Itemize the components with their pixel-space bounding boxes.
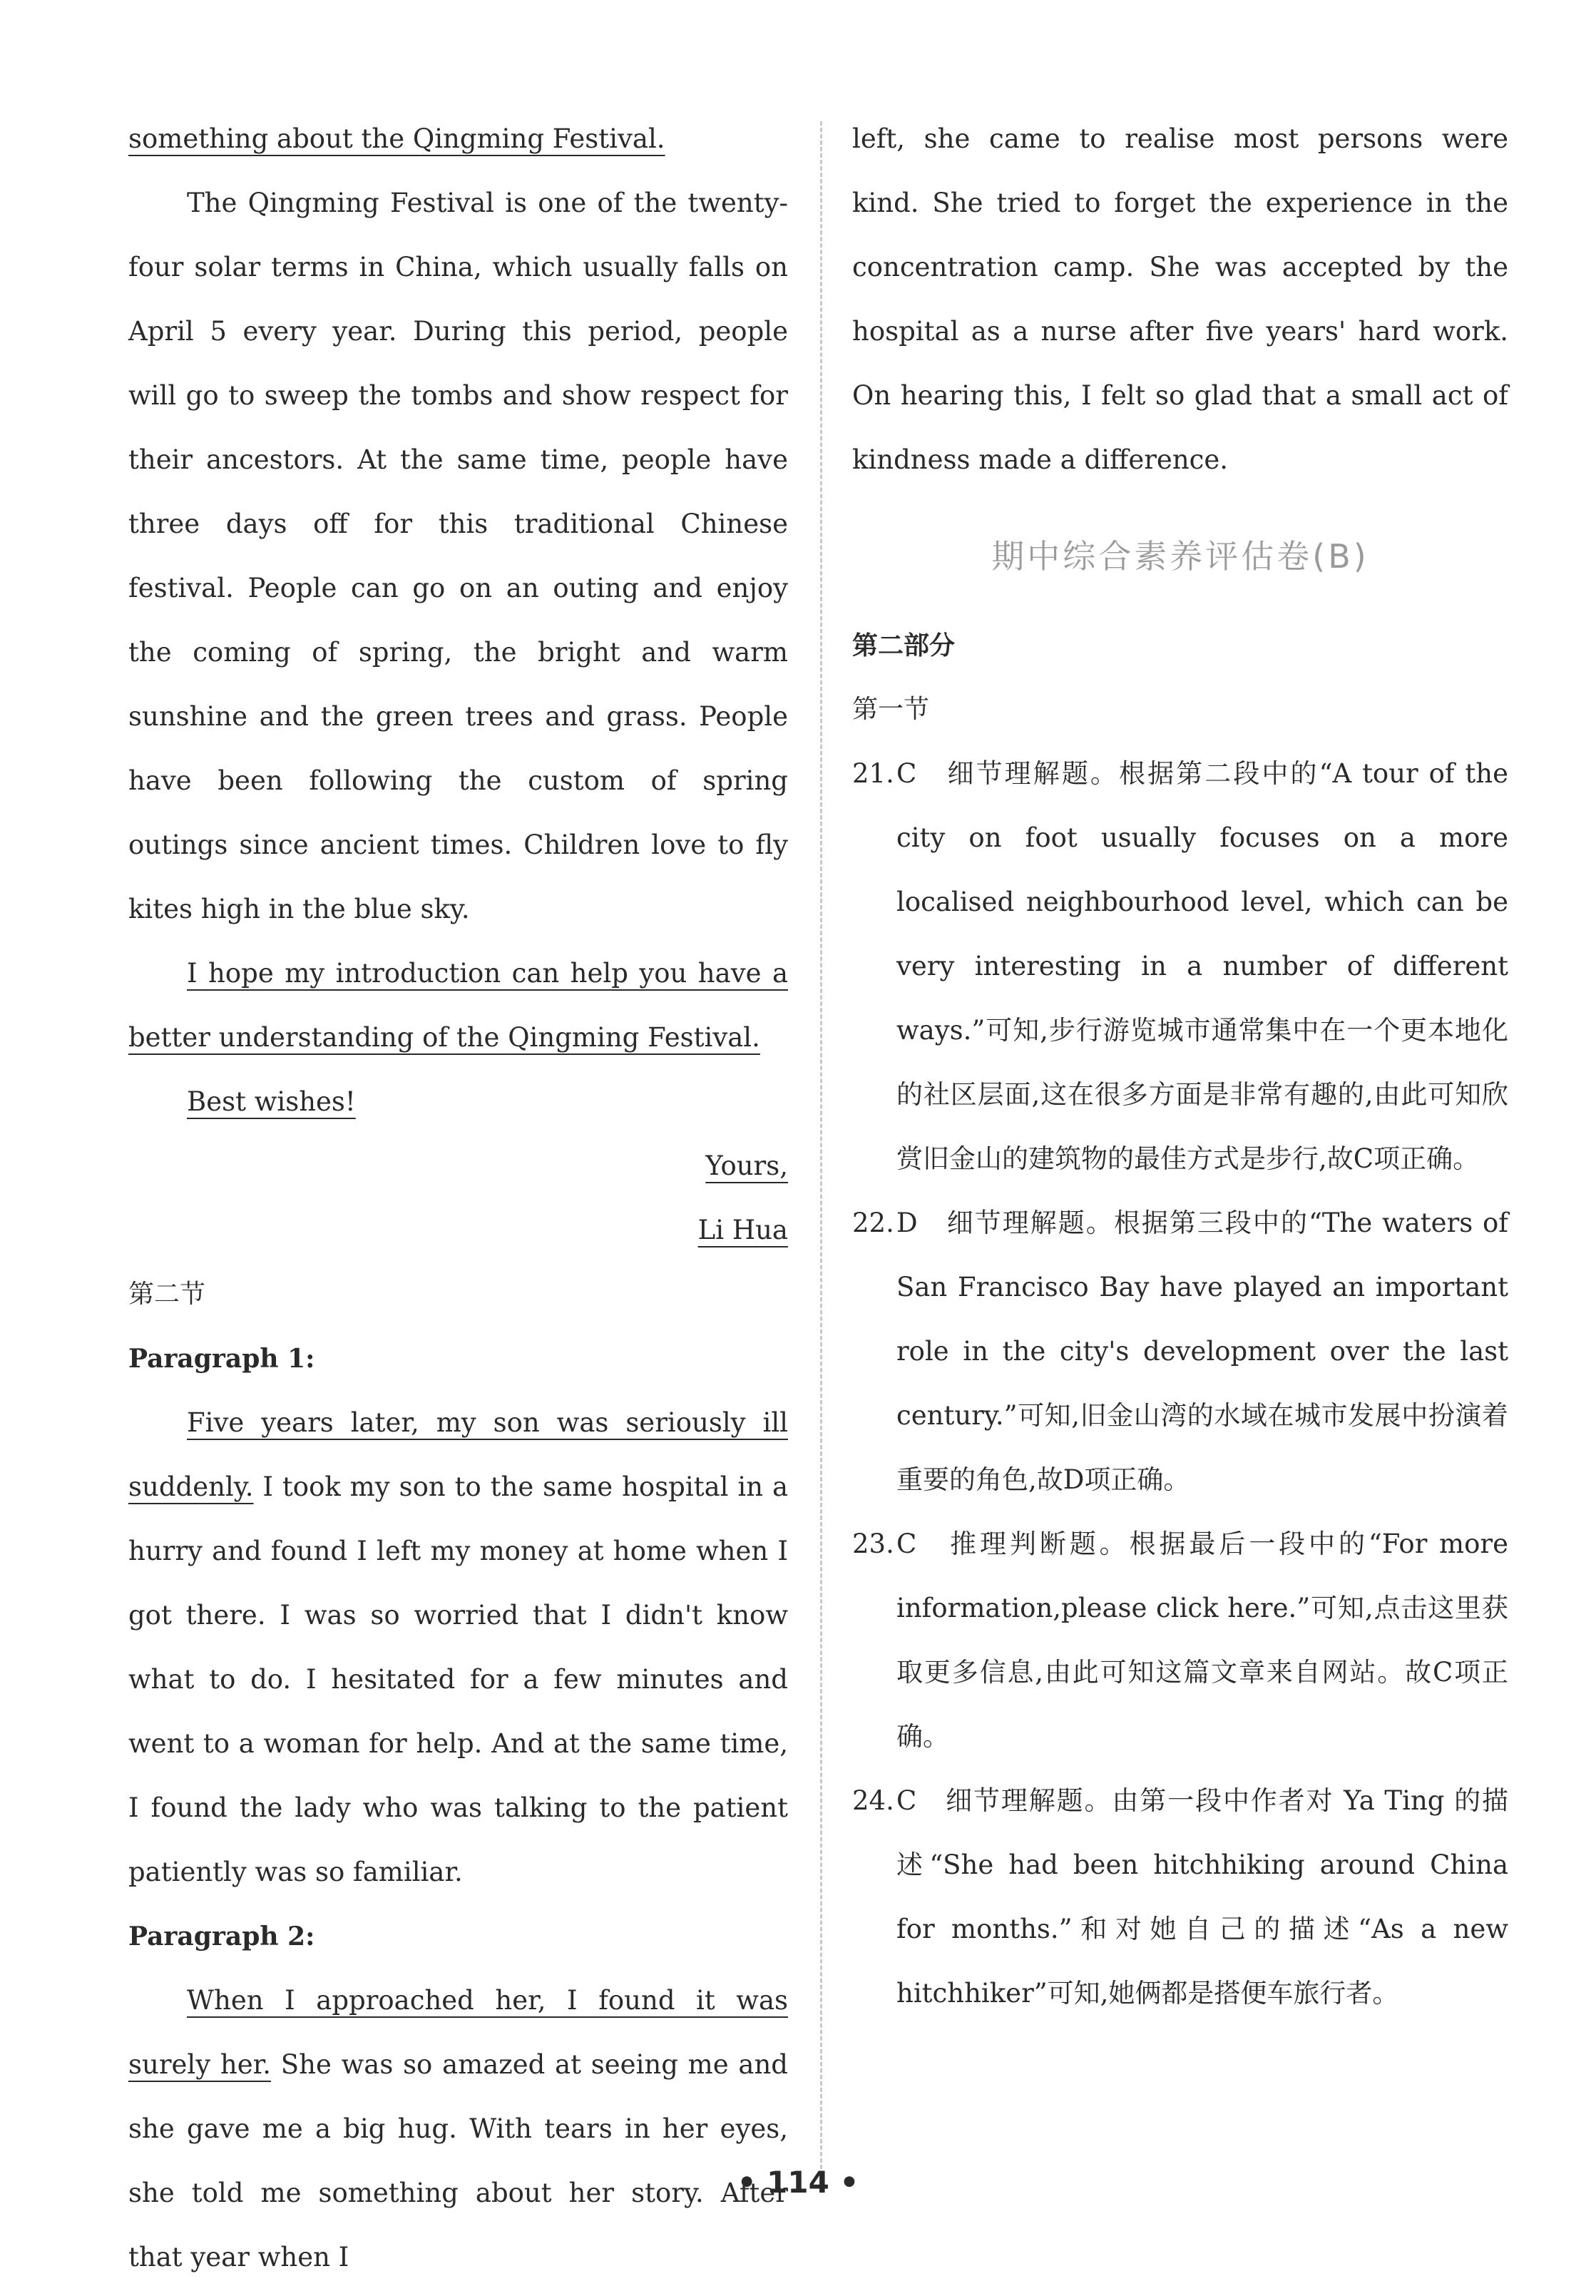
paragraph-1-body: [128, 1391, 788, 1904]
answer-explanation: C 细节理解题。根据第二段中的“A tour of the city on foot usually focuses on a more localised neighbourhood level, which can be very interesting in a number of different ways.”可知,步行游览城市通常集中在一个更本地化的社区层面,这在很多方面是非常有趣的,由此可知欣赏旧金山的建筑物的最佳方式是步行,故C项正确。: [896, 758, 1508, 1174]
paragraph-2-continuation: She was so amazed at seeing me and she gave me a big hug. With tears in her eyes, she told me something about her story. After that year when I: [128, 2049, 788, 2272]
answer-item: [852, 742, 1508, 1191]
essay-signature: [128, 1198, 788, 1262]
essay-best-wishes: [128, 1070, 788, 1134]
section-two-heading: 第二节: [128, 1280, 206, 1309]
yours-text: Yours,: [705, 1150, 788, 1181]
answer-number: 21.: [852, 758, 894, 789]
answer-number: 23.: [852, 1529, 894, 1559]
right-column: [852, 107, 1508, 2026]
paragraph-1-given-sentence: Five years later, my son was seriously ill suddenly.: [128, 1407, 788, 1502]
essay-conclusion: I hope my introduction can help you have a better understanding of the Qingming Festival.: [128, 958, 788, 1053]
section-one-heading: 第一节: [852, 695, 930, 724]
column-divider: [820, 121, 822, 2175]
answer-item: [852, 1191, 1508, 1512]
answer-number: 22.: [852, 1208, 894, 1238]
essay-body-paragraph: The Qingming Festival is one of the twenty-four solar terms in China, which usually falls on April 5 every year. During this period, people will go to sweep the tombs and show respect for their ancestors. At the same time, people have three days off for this traditional Chinese festival. People can go on an outing and enjoy the coming of spring, the bright and warm sunshine and the green trees and grass. People have been following the custom of spring outings since ancient times. Children love to fly kites high in the blue sky.: [128, 188, 788, 924]
answer-explanation: D 细节理解题。根据第三段中的“The waters of San Francisco Bay have played an important role in the city's development over the last century.”可知,旧金山湾的水域在城市发展中扮演着重要的角色,故D项正确。: [896, 1208, 1508, 1495]
paragraph-1-label: Paragraph 1:: [128, 1344, 315, 1374]
page-number: • 114 •: [737, 2165, 859, 2200]
paragraph-2-given-sentence: When I approached her, I found it was surely her.: [128, 1985, 788, 2080]
essay-yours: [128, 1134, 788, 1198]
signature-name: Li Hua: [697, 1215, 788, 1245]
paragraph-1-continuation: I took my son to the same hospital in a hurry and found I left my money at home when I got there. I was so worried that I didn't know what to do. I hesitated for a few minutes and went to a woman for help. And at the same time, I found the lady who was talking to the patient patiently was so familiar.: [128, 1471, 788, 1887]
answer-explanation: C 细节理解题。由第一段中作者对 Ya Ting 的描述“She had been hitchhiking around China for months.”和对她自己的描述“As a new hitchhiker”可知,她俩都是搭便车旅行者。: [896, 1785, 1508, 2009]
answer-explanation: C 推理判断题。根据最后一段中的“For more information,please click here.”可知,点击这里获取更多信息,由此可知这篇文章来自网站。故C项正确。: [896, 1529, 1508, 1752]
best-wishes-text: Best wishes!: [187, 1086, 356, 1117]
exam-title: 期中综合素养评估卷(B): [991, 537, 1369, 576]
paragraph-2-ending: left, she came to realise most persons were kind. She tried to forget the experience in the concentration camp. She was accepted by the hospital as a nurse after five years' hard work. On hearing this, I felt so glad that a small act of kindness made a difference.: [852, 123, 1508, 475]
answer-item: [852, 1769, 1508, 2026]
answer-number: 24.: [852, 1785, 894, 1816]
part-two-heading: 第二部分: [852, 631, 956, 660]
left-column: [128, 107, 788, 2290]
paragraph-2-body: [128, 1969, 788, 2290]
essay-closing-line: something about the Qingming Festival.: [128, 123, 665, 154]
paragraph-2-label: Paragraph 2:: [128, 1922, 315, 1951]
answer-item: [852, 1512, 1508, 1769]
